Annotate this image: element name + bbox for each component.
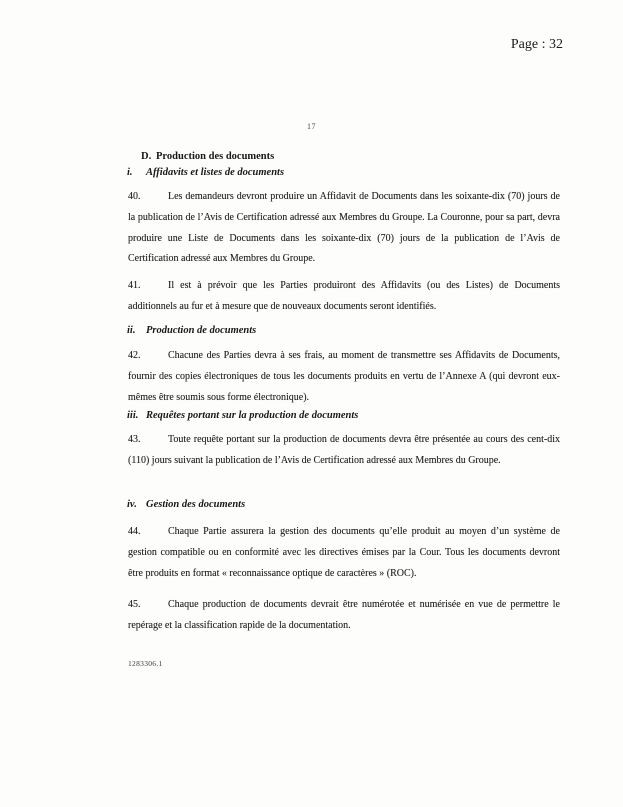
subsection-numeral: i. xyxy=(127,167,133,178)
paragraph-text: Les demandeurs devront produire un Affidavit de Documents dans les soixante-dix (70) jours de la publication de l’Avis de Certification adressé aux Membres du Groupe. La Couronne, pour sa part, devra produire une Liste de Documents dans les soixante-dix (70) jours de la publication de l’Avis de Certification adressé aux Membres du Groupe. xyxy=(128,191,560,265)
subsection-title: Affidavits et listes de documents xyxy=(146,167,285,178)
paragraph-number: 40. xyxy=(128,191,141,202)
page-number-label: Page : 32 xyxy=(510,37,563,52)
paragraph-number: 42. xyxy=(128,350,141,361)
document-id-footer: 1283306.1 xyxy=(128,659,163,668)
paragraph-44 xyxy=(128,522,560,584)
subsection-title: Gestion des documents xyxy=(146,499,246,510)
paragraph-number: 45. xyxy=(128,599,141,610)
subsection-title: Production de documents xyxy=(146,325,257,336)
subsection-numeral: ii. xyxy=(127,325,136,336)
paragraph-45 xyxy=(128,595,560,637)
section-title: Production des documents xyxy=(156,151,275,162)
subsection-heading-i xyxy=(127,165,284,181)
subsection-heading-iv xyxy=(127,497,245,513)
paragraph-text: Il est à prévoir que les Parties produiront des Affidavits (ou des Listes) de Documents additionnels au fur et à mesure que de nouveaux documents seront identifiés. xyxy=(128,280,560,312)
subsection-heading-ii xyxy=(127,323,256,339)
paragraph-41 xyxy=(128,276,560,318)
section-heading-d xyxy=(141,149,274,165)
paragraph-40 xyxy=(128,187,560,270)
section-letter: D. xyxy=(141,151,152,162)
folio-number: 17 xyxy=(307,122,316,131)
paragraph-text: Toute requête portant sur la production de documents devra être présentée au cours des cent-dix (110) jours suivant la publication de l’Avis de Certification adressé aux Membres du Groupe. xyxy=(128,434,560,466)
subsection-heading-iii xyxy=(127,408,358,424)
subsection-title: Requêtes portant sur la production de documents xyxy=(146,410,359,421)
subsection-numeral: iv. xyxy=(127,499,137,510)
paragraph-42 xyxy=(128,346,560,408)
paragraph-text: Chaque Partie assurera la gestion des documents qu’elle produit au moyen d’un système de gestion compatible ou en conformité avec les directives émises par la Cour. Tous les documents devront être produits en format « reconnaissance optique de caractères » (ROC). xyxy=(128,526,560,579)
paragraph-text: Chacune des Parties devra à ses frais, au moment de transmettre ses Affidavits de Documents, fournir des copies électroniques de tous les documents produits en vertu de l’Annexe A (qui devront eux-mêmes être soumis sous forme électronique). xyxy=(128,350,560,403)
paragraph-number: 43. xyxy=(128,434,141,445)
paragraph-number: 44. xyxy=(128,526,141,537)
paragraph-number: 41. xyxy=(128,280,141,291)
paragraph-text: Chaque production de documents devrait être numérotée et numérisée en vue de permettre le repérage et la classification rapide de la documentation. xyxy=(128,599,560,631)
paragraph-43 xyxy=(128,430,560,472)
subsection-numeral: iii. xyxy=(127,410,139,421)
